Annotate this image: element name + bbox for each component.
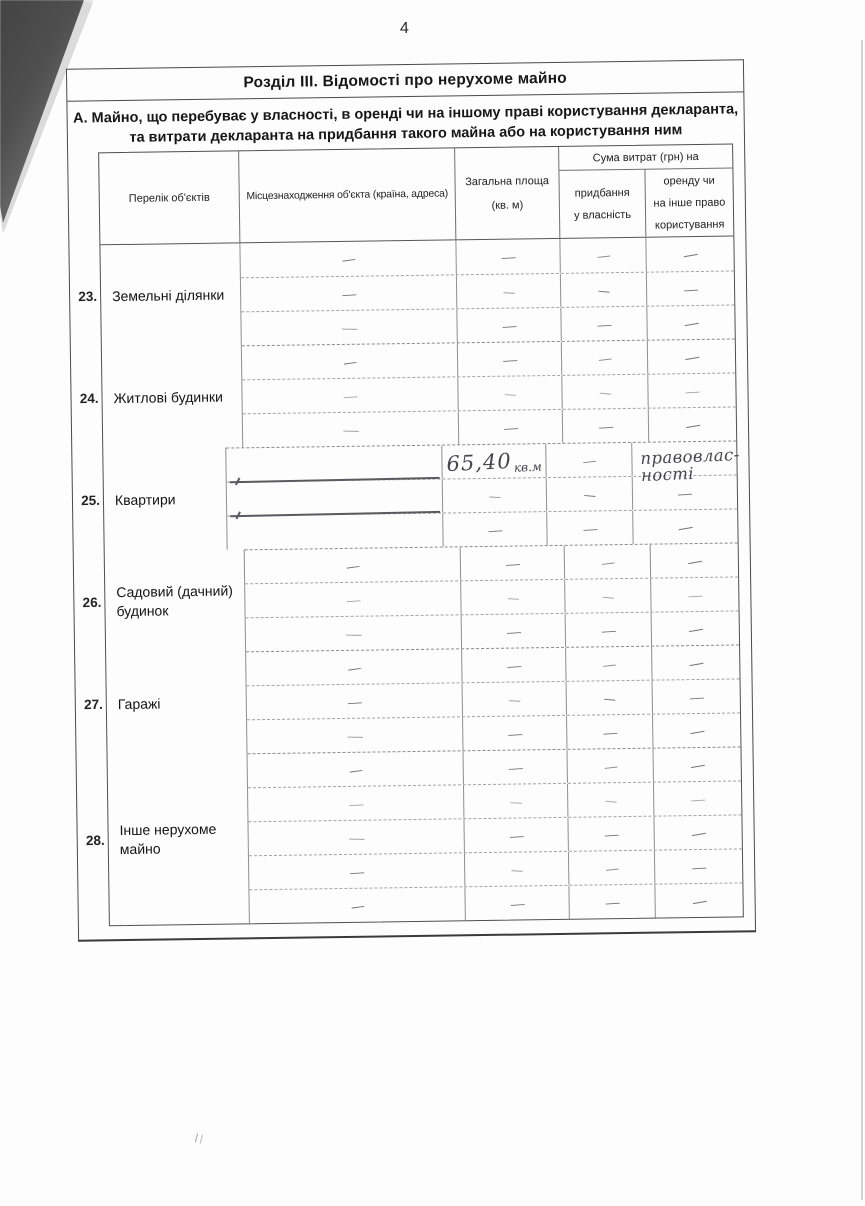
row-label: Житлові будинки bbox=[102, 345, 243, 449]
location-value: — bbox=[342, 386, 358, 404]
rent-value: — bbox=[684, 382, 700, 400]
location-value: — bbox=[348, 794, 364, 812]
area-cell bbox=[462, 614, 566, 648]
rent-value: — bbox=[689, 823, 707, 842]
rent-cell bbox=[653, 713, 740, 747]
location-value: — bbox=[347, 760, 363, 779]
location-value: — bbox=[346, 692, 362, 710]
row-entries bbox=[240, 236, 734, 345]
rent-cell bbox=[651, 543, 738, 577]
purchase-value: — bbox=[595, 246, 611, 264]
area-cell bbox=[442, 444, 546, 478]
rent-cell bbox=[654, 781, 741, 815]
rent-value: — bbox=[690, 790, 706, 807]
purchase-value: — bbox=[603, 757, 618, 775]
rent-cell bbox=[651, 577, 738, 611]
purchase-value: — bbox=[581, 451, 597, 469]
location-cell bbox=[249, 887, 465, 923]
rent-cell bbox=[655, 883, 742, 917]
area-cell bbox=[461, 546, 565, 580]
area-value: — bbox=[488, 487, 501, 504]
header-purchase bbox=[559, 170, 646, 238]
header-purchase-line-2: у власність bbox=[573, 208, 632, 222]
table-sub-row bbox=[245, 576, 738, 617]
rent-cell bbox=[652, 645, 739, 679]
area-value: — bbox=[504, 554, 520, 572]
area-cell bbox=[443, 512, 547, 546]
rent-value: — bbox=[690, 891, 708, 910]
table-sub-row bbox=[241, 270, 734, 311]
location-cell bbox=[248, 751, 464, 787]
area-cell bbox=[463, 716, 567, 750]
row-entries bbox=[226, 440, 741, 549]
header-purchase-line-1: придбання bbox=[574, 186, 630, 200]
header-area-line-2: (кв. м) bbox=[491, 198, 524, 212]
row-entries bbox=[245, 542, 739, 651]
purchase-cell bbox=[566, 613, 652, 647]
location-value: — bbox=[346, 658, 362, 677]
purchase-cell bbox=[547, 511, 633, 545]
purchase-cell bbox=[565, 579, 651, 613]
purchase-cell bbox=[568, 749, 654, 783]
purchase-cell bbox=[562, 375, 648, 409]
purchase-value: — bbox=[597, 349, 612, 367]
location-cell bbox=[227, 514, 443, 550]
area-value: — bbox=[510, 860, 523, 878]
table-sub-row bbox=[249, 848, 742, 889]
location-cell bbox=[241, 275, 457, 311]
purchase-value: — bbox=[602, 689, 616, 707]
area-value: — bbox=[506, 588, 519, 606]
table-body bbox=[78, 236, 742, 925]
table-sub-row bbox=[242, 338, 735, 379]
location-cell bbox=[243, 411, 459, 447]
area-value: — bbox=[509, 894, 525, 912]
area-value: — bbox=[502, 282, 515, 300]
location-cell bbox=[227, 480, 443, 516]
location-value: — bbox=[341, 319, 357, 336]
area-unit: кв.м bbox=[513, 459, 543, 475]
header-rent bbox=[645, 168, 733, 236]
location-value: — bbox=[342, 421, 359, 438]
area-cell bbox=[458, 376, 562, 410]
table-row bbox=[82, 542, 739, 653]
rent-cell bbox=[647, 271, 734, 305]
purchase-cell bbox=[568, 783, 654, 817]
rent-value: — bbox=[687, 619, 704, 638]
scan-speck bbox=[195, 1133, 203, 1143]
row-entries bbox=[242, 338, 736, 447]
location-value: — bbox=[349, 862, 365, 880]
location-value: — bbox=[346, 727, 363, 744]
location-cell bbox=[245, 547, 461, 583]
table-sub-row bbox=[248, 746, 741, 787]
header-expenses-sub bbox=[559, 168, 733, 237]
table-row bbox=[83, 644, 740, 755]
location-cell bbox=[246, 615, 462, 651]
header-location: Місцезнаходження об'єкта (країна, адреса) bbox=[239, 148, 456, 242]
table-sub-row bbox=[227, 474, 737, 515]
area-value: — bbox=[487, 520, 503, 538]
rent-cell bbox=[632, 441, 741, 485]
location-cell bbox=[248, 785, 464, 821]
table-sub-row bbox=[249, 882, 742, 923]
table-sub-row bbox=[246, 644, 739, 685]
purchase-value: — bbox=[604, 791, 618, 809]
purchase-value: — bbox=[582, 519, 598, 537]
area-cell bbox=[463, 682, 567, 716]
location-cell bbox=[246, 649, 462, 685]
table-sub-row bbox=[245, 542, 738, 583]
purchase-value: — bbox=[597, 281, 610, 299]
purchase-value: — bbox=[601, 655, 617, 673]
row-number: 24. bbox=[79, 390, 99, 407]
subtitle-line-1: А. Майно, що перебуває у власності, в оренді чи на іншому праві користування декларанта, bbox=[72, 101, 739, 127]
row-entries bbox=[246, 644, 740, 753]
row-number: 26. bbox=[82, 594, 102, 611]
purchase-cell bbox=[567, 681, 653, 715]
table-header bbox=[99, 144, 733, 245]
rent-cell bbox=[648, 373, 735, 407]
area-value: — bbox=[507, 758, 523, 776]
location-value: — bbox=[342, 352, 357, 371]
area-cell bbox=[457, 274, 561, 308]
header-rent-line-3: користування bbox=[654, 218, 725, 232]
area-value: — bbox=[507, 724, 523, 742]
rent-cell bbox=[649, 407, 736, 441]
purchase-value: — bbox=[600, 553, 615, 571]
header-rent-line-2: на інше право bbox=[653, 196, 726, 210]
area-cell bbox=[457, 308, 561, 342]
rent-value: — bbox=[688, 755, 706, 774]
subtitle-line-2: та витрати декларанта на придбання такого майна або на користування ним bbox=[129, 122, 683, 146]
rent-cell bbox=[646, 236, 733, 271]
table-sub-row bbox=[248, 780, 741, 821]
table-sub-row bbox=[247, 678, 740, 719]
location-cell bbox=[247, 717, 463, 753]
purchase-value: — bbox=[603, 825, 619, 843]
area-cell bbox=[465, 886, 569, 920]
location-cell bbox=[226, 446, 442, 482]
rent-cell bbox=[654, 815, 741, 849]
location-cell bbox=[242, 343, 458, 379]
area-value: 65,40кв.м bbox=[445, 448, 543, 476]
location-cell bbox=[249, 853, 465, 889]
table-sub-row bbox=[242, 372, 735, 413]
purchase-cell bbox=[561, 273, 647, 307]
rent-cell bbox=[633, 475, 737, 509]
rent-value: — bbox=[677, 517, 694, 536]
table-row bbox=[85, 746, 743, 925]
rent-cell bbox=[633, 509, 737, 543]
rent-value: — bbox=[684, 415, 701, 434]
header-area-line-1: Загальна площа bbox=[465, 174, 550, 188]
table-sub-row bbox=[226, 440, 741, 485]
location-cell bbox=[248, 819, 464, 855]
purchase-cell bbox=[567, 715, 653, 749]
section-box bbox=[66, 59, 756, 941]
location-cell bbox=[242, 377, 458, 413]
rent-cell bbox=[655, 849, 742, 883]
area-value: — bbox=[503, 384, 517, 402]
area-cell bbox=[464, 784, 568, 818]
area-value: — bbox=[509, 792, 522, 810]
section-title: Розділ III. Відомості про нерухоме майно bbox=[67, 60, 743, 101]
purchase-cell bbox=[546, 443, 632, 477]
area-cell bbox=[465, 852, 569, 886]
purchase-cell bbox=[560, 238, 646, 273]
row-number: 28. bbox=[85, 832, 105, 849]
purchase-cell bbox=[561, 307, 647, 341]
rent-value: правовлас- ності bbox=[640, 444, 741, 485]
rent-value: — bbox=[683, 347, 700, 366]
location-value: — bbox=[341, 284, 357, 302]
location-cell bbox=[245, 581, 461, 617]
rent-cell bbox=[648, 339, 735, 373]
row-entries bbox=[248, 746, 743, 923]
area-value: — bbox=[508, 826, 524, 844]
rent-value: — bbox=[688, 721, 706, 740]
area-value: — bbox=[508, 690, 521, 708]
table-row bbox=[79, 338, 736, 449]
location-value: — bbox=[345, 625, 362, 642]
purchase-value: — bbox=[596, 315, 612, 333]
purchase-cell bbox=[569, 885, 655, 919]
rent-value: — bbox=[677, 484, 693, 502]
section-subtitle bbox=[67, 92, 744, 152]
property-table bbox=[78, 143, 744, 926]
row-number: 23. bbox=[78, 288, 98, 305]
rent-cell bbox=[652, 611, 739, 645]
row-label: Інше нерухоме майно bbox=[108, 753, 250, 925]
location-value: — bbox=[348, 829, 365, 846]
purchase-cell bbox=[547, 477, 633, 511]
purchase-value: — bbox=[601, 587, 615, 605]
area-value: — bbox=[505, 622, 521, 640]
purchase-cell bbox=[569, 851, 655, 885]
row-label: Гаражі bbox=[106, 651, 247, 755]
location-value: — bbox=[340, 250, 356, 268]
purchase-cell bbox=[566, 647, 652, 681]
area-cell bbox=[462, 648, 566, 682]
purchase-value: — bbox=[604, 859, 619, 877]
area-value: — bbox=[502, 350, 518, 368]
rent-value: — bbox=[687, 586, 703, 603]
purchase-value: — bbox=[602, 723, 618, 741]
page-number: 4 bbox=[399, 19, 409, 38]
location-cell bbox=[247, 683, 463, 719]
purchase-cell bbox=[565, 545, 651, 579]
rent-value: — bbox=[686, 551, 703, 570]
table-row bbox=[81, 440, 741, 551]
rent-value: — bbox=[687, 653, 705, 672]
area-cell bbox=[458, 342, 562, 376]
row-label: Квартири bbox=[103, 448, 227, 552]
area-value: — bbox=[506, 656, 522, 674]
header-rent-line-1: оренду чи bbox=[663, 174, 715, 187]
area-value: — bbox=[500, 248, 516, 266]
area-cell bbox=[464, 750, 568, 784]
location-value: — bbox=[345, 556, 360, 575]
location-value: — bbox=[349, 896, 365, 915]
area-value: — bbox=[502, 418, 519, 436]
area-cell bbox=[461, 580, 565, 614]
purchase-cell bbox=[563, 409, 649, 443]
rent-cell bbox=[653, 679, 740, 713]
rent-value: — bbox=[681, 245, 699, 264]
area-cell bbox=[459, 410, 563, 444]
purchase-cell bbox=[562, 341, 648, 375]
area-cell bbox=[456, 239, 560, 274]
purchase-cell bbox=[568, 817, 654, 851]
rent-value: — bbox=[688, 688, 704, 705]
row-label: Земельні ділянки bbox=[100, 243, 241, 347]
table-row bbox=[78, 236, 734, 347]
rent-value: — bbox=[682, 313, 700, 332]
area-cell bbox=[464, 818, 568, 852]
purchase-value: — bbox=[597, 417, 613, 435]
rent-cell bbox=[653, 747, 740, 781]
location-cell bbox=[241, 309, 457, 345]
header-objects: Перелік об'єктів bbox=[99, 151, 240, 244]
rent-cell bbox=[647, 305, 734, 339]
location-cell bbox=[240, 240, 456, 277]
location-value: — bbox=[345, 590, 361, 608]
area-cell bbox=[443, 478, 547, 512]
purchase-value: — bbox=[600, 621, 616, 639]
table-sub-row bbox=[240, 236, 733, 277]
purchase-value: — bbox=[583, 485, 596, 503]
row-number: 27. bbox=[83, 696, 103, 713]
area-value: — bbox=[501, 316, 517, 334]
header-area bbox=[455, 147, 560, 239]
row-number: 25. bbox=[81, 492, 101, 509]
header-expenses bbox=[559, 144, 733, 237]
purchase-value: — bbox=[604, 893, 620, 911]
header-expenses-group: Сума витрат (грн) на bbox=[559, 144, 732, 170]
rent-value: — bbox=[691, 858, 707, 875]
row-label: Садовий (дачний) будинок bbox=[105, 549, 246, 653]
rent-value: — bbox=[683, 280, 699, 298]
table-sub-row bbox=[248, 814, 741, 855]
purchase-value: — bbox=[598, 383, 612, 401]
